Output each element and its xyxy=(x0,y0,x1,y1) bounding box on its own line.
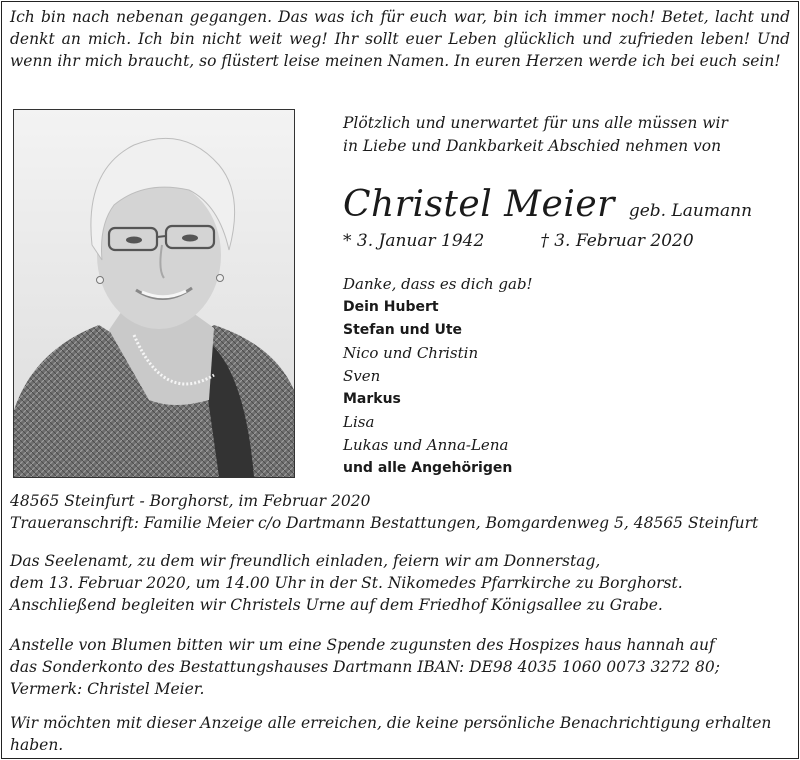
birth-date: * 3. Januar 1942 xyxy=(343,231,485,251)
announcement-block xyxy=(343,112,783,480)
announcement-line-2: in Liebe und Dankbarkeit Abschied nehmen von xyxy=(343,137,722,155)
service-line-3: Anschließend begleiten wir Christels Urne auf dem Friedhof Königsallee zu Grabe. xyxy=(10,596,663,614)
service-line-2: dem 13. Februar 2020, um 14.00 Uhr in der St. Nikomedes Pfarrkirche zu Borghorst. xyxy=(10,574,683,592)
family-name: Dein Hubert xyxy=(343,299,439,315)
announcement-line-1: Plötzlich und unerwartet für uns alle müssen wir xyxy=(343,114,728,132)
donation-line-2: das Sonderkonto des Bestattungshauses Dartmann IBAN: DE98 4035 1060 0073 3272 80; xyxy=(10,658,720,676)
deceased-name: Christel Meier xyxy=(343,184,615,225)
service-block xyxy=(10,550,790,616)
donation-line-3: Vermerk: Christel Meier. xyxy=(10,680,205,698)
service-line-1: Das Seelenamt, zu dem wir freundlich einladen, feiern wir am Donnerstag, xyxy=(10,552,601,570)
portrait-illustration xyxy=(14,110,294,477)
donation-block xyxy=(10,634,790,700)
family-name: Nico und Christin xyxy=(343,344,479,362)
family-name: Sven xyxy=(343,367,381,385)
life-dates xyxy=(343,231,783,251)
family-name: Stefan und Ute xyxy=(343,322,463,338)
family-name: Lisa xyxy=(343,413,375,431)
intro-poem xyxy=(10,6,790,72)
location-block xyxy=(10,490,790,534)
closing-text: Wir möchten mit dieser Anzeige alle erreichen, die keine persönliche Benachrichtigung erhalten haben. xyxy=(10,714,772,754)
portrait-photo xyxy=(13,109,295,478)
intro-text: Ich bin nach nebenan gegangen. Das was ich für euch war, bin ich immer noch! Betet, lacht und denkt an mich. Ich bin nicht weit weg! Ihr sollt euer Leben glücklich und zufrieden leben! Und wenn ihr mich braucht, so flüstert leise meinen Namen. In euren Herzen werde ich bei euch sein! xyxy=(10,8,790,70)
death-date: † 3. Februar 2020 xyxy=(540,231,694,251)
maiden-name: geb. Laumann xyxy=(628,201,753,221)
donation-line-1: Anstelle von Blumen bitten wir um eine Spende zugunsten des Hospizes haus hannah auf xyxy=(10,636,715,654)
family-signoff xyxy=(343,273,783,480)
family-name: Markus xyxy=(343,391,401,407)
mourning-address: Traueranschrift: Familie Meier c/o Dartmann Bestattungen, Bomgardenweg 5, 48565 Steinfurt xyxy=(10,514,759,532)
family-name: Lukas und Anna-Lena xyxy=(343,436,509,454)
closing-block xyxy=(10,712,790,756)
deceased-name-row xyxy=(343,184,783,225)
thanks-line: Danke, dass es dich gab! xyxy=(343,275,533,293)
family-name: und alle Angehörigen xyxy=(343,460,513,476)
place-date: 48565 Steinfurt - Borghorst, im Februar 2020 xyxy=(10,492,371,510)
